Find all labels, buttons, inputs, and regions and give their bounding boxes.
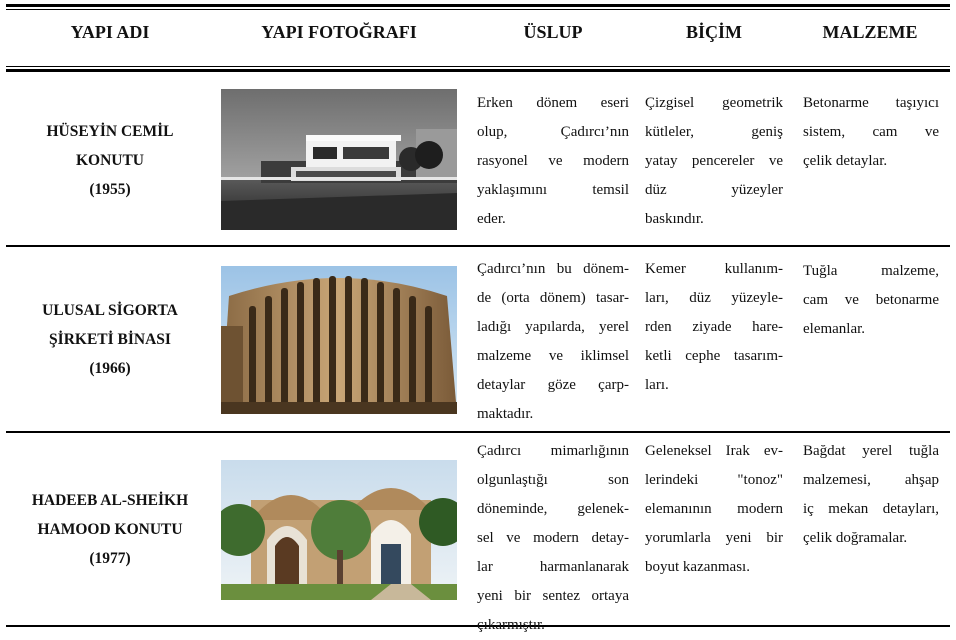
text-line: malzeme ve iklimsel — [477, 348, 629, 364]
text-line: cam ve betonarme — [803, 292, 939, 308]
text-line: yorumlarla yeni bir — [645, 530, 783, 546]
text-line: malzemesi, ahşap — [803, 472, 939, 488]
text-line: rasyonel ve modern — [477, 153, 629, 169]
style-cell — [477, 255, 629, 429]
building-name-line: ULUSAL SİGORTA — [42, 302, 178, 319]
text-line: Tuğla malzeme, — [803, 263, 939, 279]
row-divider — [6, 245, 950, 247]
building-year: (1955) — [89, 181, 131, 198]
text-line: elemanlar. — [803, 321, 866, 337]
building-name-line: KONUTU — [75, 152, 145, 169]
building-year: (1966) — [89, 360, 131, 377]
text-line: çıkarmıştır. — [477, 617, 545, 633]
text-line: baskındır. — [645, 211, 704, 227]
top-rule-thin — [6, 9, 950, 10]
material-cell — [803, 257, 939, 344]
material-cell — [803, 89, 939, 176]
building-name — [6, 486, 214, 573]
building-name — [6, 296, 214, 383]
text-line: yaklaşımını temsil — [477, 182, 629, 198]
text-line: yatay pencereler ve — [645, 153, 783, 169]
text-line: Betonarme taşıyıcı — [803, 95, 939, 111]
building-name-line: ŞİRKETİ BİNASI — [49, 331, 171, 348]
text-line: detaylar göze çarp- — [477, 377, 629, 393]
text-line: maktadır. — [477, 406, 534, 422]
text-line: Kemer kullanım- — [645, 261, 783, 277]
form-cell — [645, 89, 783, 234]
text-line: lerindeki "tonoz" — [645, 472, 783, 488]
building-name-line: HAMOOD KONUTU — [37, 521, 183, 538]
row-divider — [6, 431, 950, 433]
text-line: Bağdat yerel tuğla — [803, 443, 939, 459]
text-line: sel ve modern detay- — [477, 530, 629, 546]
text-line: iç mekan detayları, — [803, 501, 939, 517]
top-rule-thick — [6, 4, 950, 7]
header-material: MALZEME — [822, 22, 918, 42]
text-line: Çadırcı’nın bu dönem- — [477, 261, 629, 277]
text-line: düz yüzeyler — [645, 182, 783, 198]
header-name: YAPI ADI — [70, 22, 150, 42]
text-line: eder. — [477, 211, 506, 227]
text-line: kütleler, geniş — [645, 124, 783, 140]
building-photo — [221, 89, 457, 230]
text-line: boyut kazanması. — [645, 559, 750, 575]
material-cell — [803, 437, 939, 553]
building-name — [6, 117, 214, 204]
text-line: döneminde, gelenek- — [477, 501, 629, 517]
style-cell — [477, 89, 629, 234]
text-line: olgunlaştığı son — [477, 472, 629, 488]
text-line: Çadırcı mimarlığının — [477, 443, 629, 459]
text-line: ları. — [645, 377, 669, 393]
text-line: elemanının modern — [645, 501, 783, 517]
form-cell — [645, 255, 783, 400]
building-year: (1977) — [89, 550, 131, 567]
building-photo — [221, 460, 457, 600]
text-line: rden ziyade hare- — [645, 319, 783, 335]
text-line: Erken dönem eseri — [477, 95, 629, 111]
style-cell — [477, 437, 629, 640]
header-form: BİÇİM — [685, 22, 742, 42]
header-photo: YAPI FOTOĞRAFI — [261, 22, 417, 42]
building-name-line: HÜSEYİN CEMİL — [46, 123, 174, 140]
text-line: çelik doğramalar. — [803, 530, 908, 546]
text-line: Çizgisel geometrik — [645, 95, 783, 111]
text-line: ladığı yapılarda, yerel — [477, 319, 629, 335]
text-line: sistem, cam ve — [803, 124, 939, 140]
header-rule-thin — [6, 66, 950, 67]
building-photo — [221, 266, 457, 414]
text-line: çelik detaylar. — [803, 153, 888, 169]
text-line: yeni bir sentez ortaya — [477, 588, 629, 604]
building-name-line: HADEEB AL-SHEİKH — [31, 492, 189, 509]
text-line: ketli cephe tasarım- — [645, 348, 783, 364]
text-line: de (orta dönem) tasar- — [477, 290, 629, 306]
text-line: ları, düz yüzeyle- — [645, 290, 783, 306]
text-line: lar harmanlanarak — [477, 559, 629, 575]
text-line: olup, Çadırcı’nın — [477, 124, 629, 140]
text-line: Geleneksel Irak ev- — [645, 443, 783, 459]
header-style: ÜSLUP — [523, 22, 583, 42]
form-cell — [645, 437, 783, 582]
header-rule-thick — [6, 69, 950, 72]
